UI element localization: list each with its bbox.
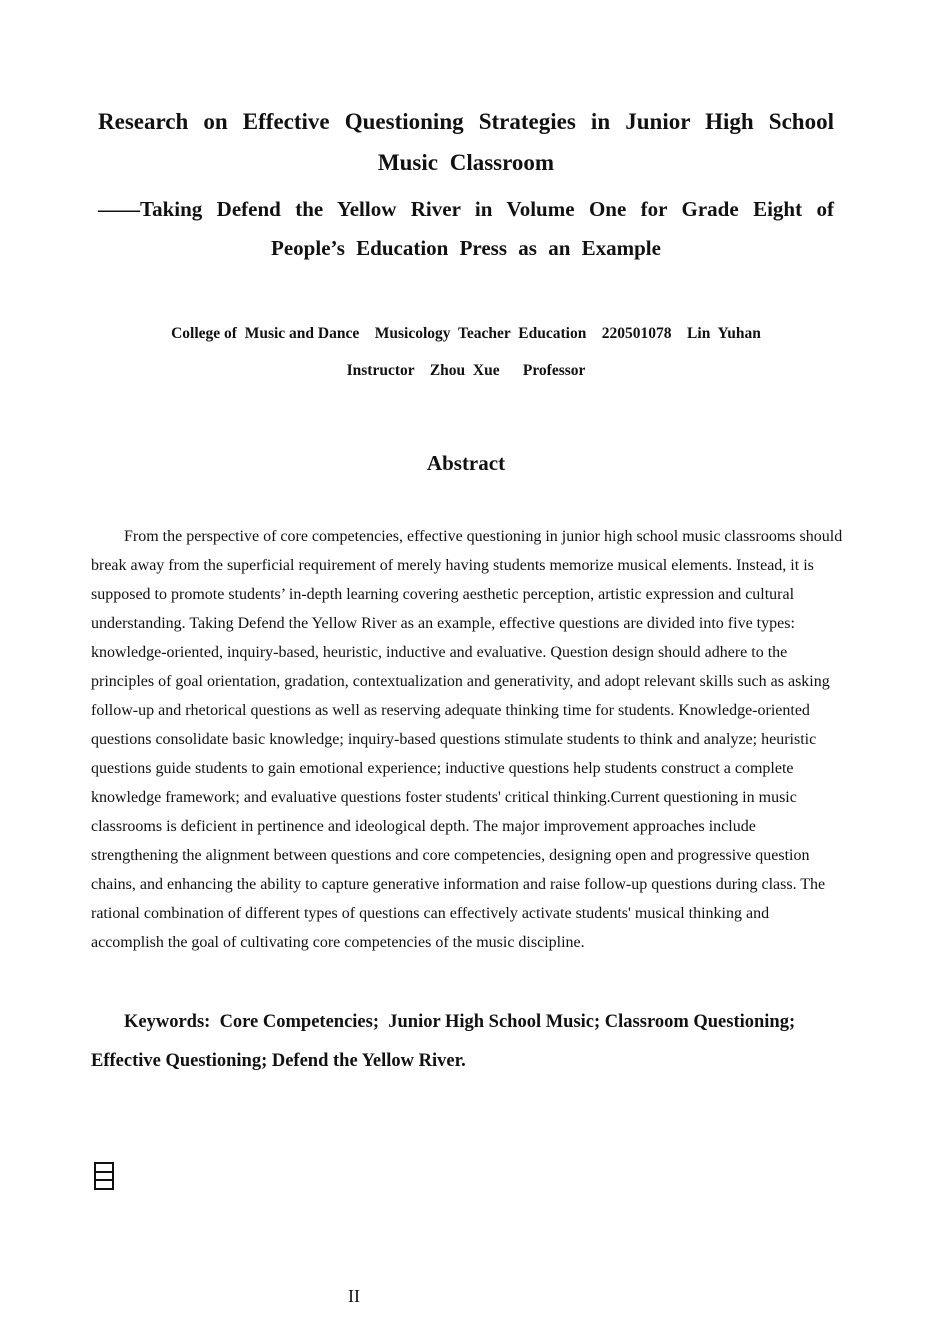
paper-title: Research on Effective Questioning Strategies in Junior High School Music Classroom [98, 109, 834, 175]
toc-heading-glyph [91, 1160, 119, 1194]
page-number: II [348, 1286, 360, 1306]
paper-subtitle: ——Taking Defend the Yellow River in Volume One for Grade Eight of People’s Education Press as an Example [98, 197, 834, 260]
abstract-body: From the perspective of core competencies, effective questioning in junior high school music classrooms should break away from the superficial requirement of merely having students memorize musical elements. Instead, it is supposed to promote students’ in-depth learning covering aesthetic perception, artistic expression and cultural understanding. Taking Defend the Yellow River as an example, effective questions are divided into five types: knowledge-oriented, inquiry-based, heuristic, inductive and evaluative. Question design should adhere to the principles of goal orientation, gradation, contextualization and generativity, and adopt relevant skills such as asking follow-up and rhetorical questions as well as reserving adequate thinking time for students. Knowledge-oriented questions consolidate basic knowledge; inquiry-based questions stimulate students to think and analyze; heuristic questions guide students to gain emotional experience; inductive questions help students construct a complete knowledge framework; and evaluative questions foster students' critical thinking.Current questioning in music classrooms is deficient in pertinence and ideological depth. The major improvement approaches include strengthening the alignment between questions and core competencies, designing open and progressive question chains, and enhancing the ability to capture generative information and raise follow-up questions during class. The rational combination of different types of questions can effectively activate students' musical thinking and accomplish the goal of cultivating core competencies of the music discipline. [91, 528, 843, 951]
abstract-heading: Abstract [426, 451, 506, 475]
instructor-info: Instructor Zhou Xue Professor [346, 362, 586, 379]
author-info: College of Music and Dance Musicology Teacher Education 220501078 Lin Yuhan [171, 325, 761, 342]
keywords: Keywords: Core Competencies; Junior High School Music; Classroom Questioning; Effective Questioning; Defend the Yellow River. [91, 1012, 800, 1071]
